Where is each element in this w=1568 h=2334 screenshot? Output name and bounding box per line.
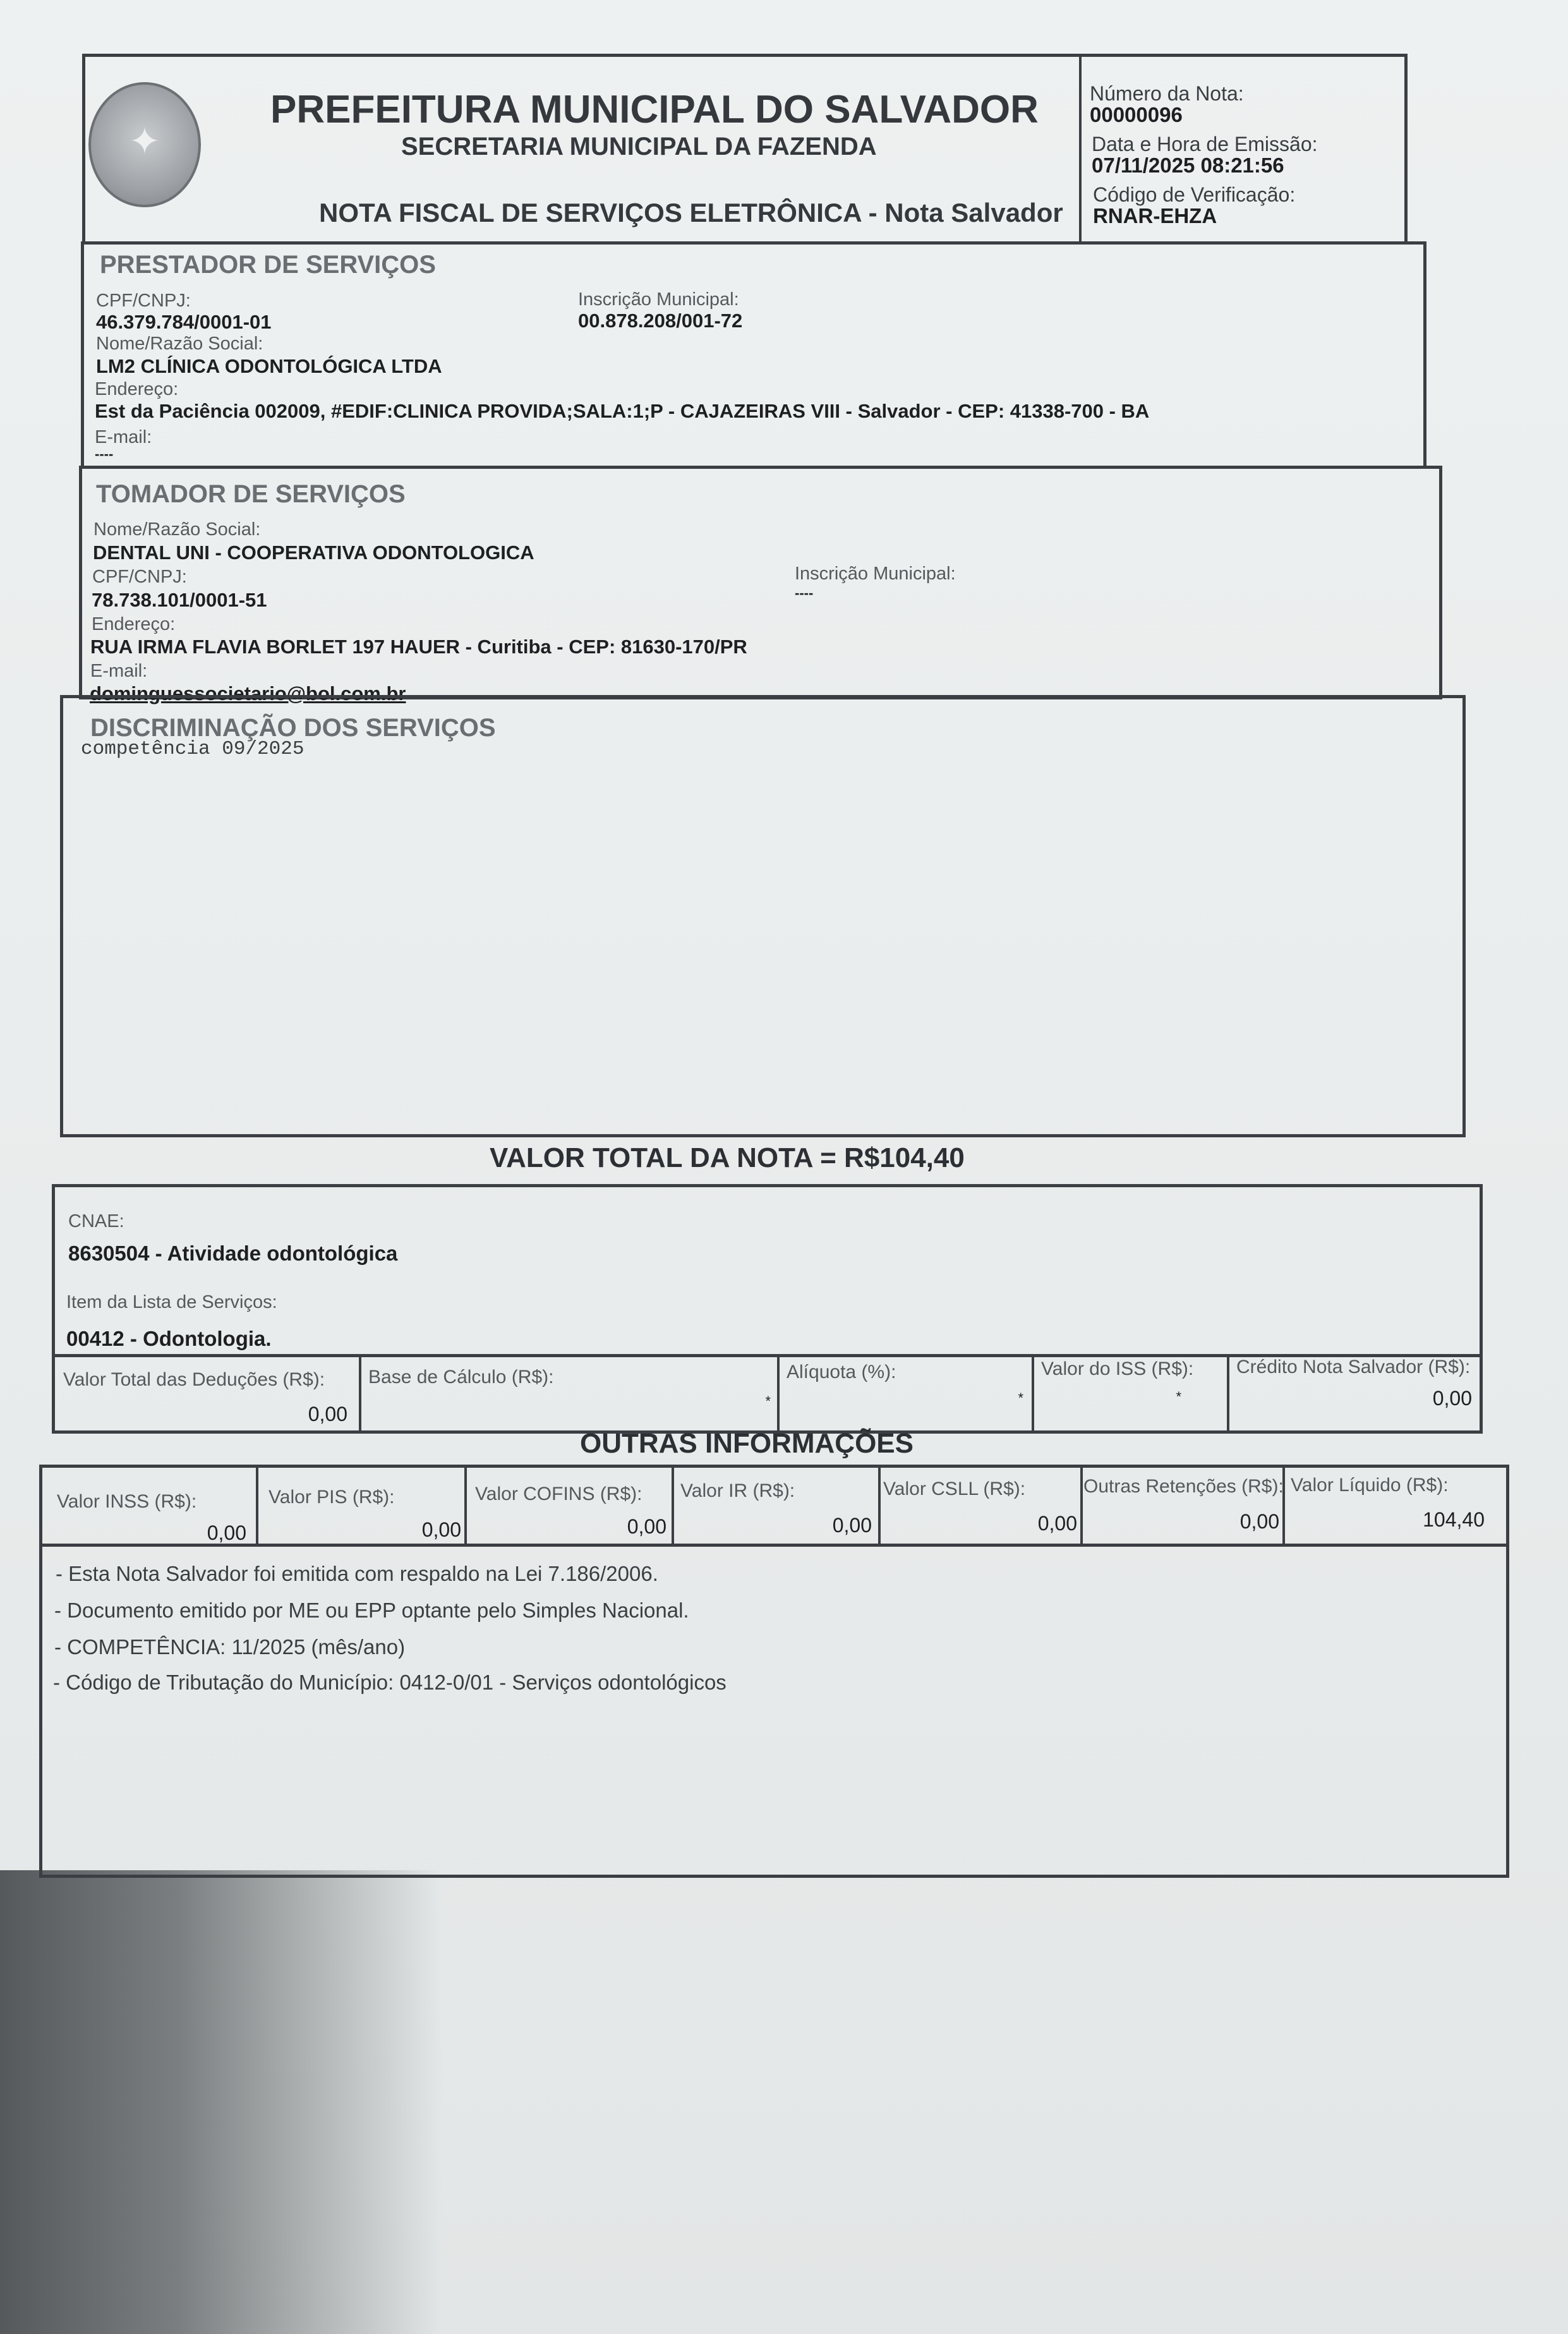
valor-inss-label: Valor INSS (R$): [57,1491,197,1512]
nota-info-line: - Documento emitido por ME ou EPP optante pelo Simples Nacional. [54,1599,689,1622]
nota-info-line: - COMPETÊNCIA: 11/2025 (mês/ano) [54,1635,406,1659]
codigo-value: RNAR-EHZA [1093,204,1217,227]
valor-pis-value: 0,00 [421,1518,461,1541]
tomador-inscricao-value: ---- [795,585,814,601]
tomador-nome-value: DENTAL UNI - COOPERATIVA ODONTOLOGICA [93,541,534,564]
valor-pis-label: Valor PIS (R$): [268,1487,395,1508]
numero-label: Número da Nota: [1090,82,1244,105]
tomador-inscricao-label: Inscrição Municipal: [795,564,956,584]
nota-info-line: - Esta Nota Salvador foi emitida com respaldo na Lei 7.186/2006. [56,1562,658,1585]
municipal-coat-of-arms-icon: ✦ [88,82,201,207]
prestador-title: PRESTADOR DE SERVIÇOS [100,251,436,279]
prestador-email-value: ---- [95,446,114,462]
prestador-inscricao-value: 00.878.208/001-72 [578,310,743,332]
deducoes-value: 0,00 [308,1403,347,1425]
outras-divider-1 [256,1466,258,1544]
item-lista-label: Item da Lista de Serviços: [66,1292,277,1312]
outras-divider-5 [1080,1466,1083,1544]
page-subtitle: SECRETARIA MUNICIPAL DA FAZENDA [401,133,877,160]
outras-divider-3 [672,1466,674,1544]
tomador-endereco-label: Endereço: [92,614,176,634]
document-type: NOTA FISCAL DE SERVIÇOS ELETRÔNICA - Nota Salvador [319,198,1063,227]
outras-values-line [41,1544,1508,1547]
aliquota-label: Alíquota (%): [787,1362,896,1382]
prestador-email-label: E-mail: [95,427,152,447]
cnae-label: CNAE: [68,1211,124,1231]
header-divider [1079,56,1082,243]
item-lista-value: 00412 - Odontologia. [66,1327,272,1350]
outras-divider-2 [464,1466,467,1544]
tomador-email-label: E-mail: [90,661,148,681]
prestador-endereco-value: Est da Paciência 002009, #EDIF:CLINICA PROVIDA;SALA:1;P - CAJAZEIRAS VIII - Salvador - CEP: 41338-700 - BA [95,400,1150,422]
tributos-divider-4 [1227,1356,1229,1430]
discriminacao-text: competência 09/2025 [81,738,305,760]
deducoes-label: Valor Total das Deduções (R$): [63,1369,325,1390]
outras-divider-4 [878,1466,881,1544]
nota-info-line: - Código de Tributação do Município: 0412-0/01 - Serviços odontológicos [53,1671,727,1694]
tributos-divider-3 [1032,1356,1034,1430]
outras-informacoes-title: OUTRAS INFORMAÇÕES [580,1428,914,1459]
valor-iss-label: Valor do ISS (R$): [1041,1358,1194,1379]
prestador-nome-label: Nome/Razão Social: [96,334,263,354]
credito-nota-value: 0,00 [1432,1387,1472,1410]
valor-liquido-label: Valor Líquido (R$): [1291,1475,1449,1496]
valor-inss-value: 0,00 [207,1521,246,1544]
prestador-endereco-label: Endereço: [95,379,179,399]
emissao-value: 07/11/2025 08:21:56 [1092,154,1284,177]
aliquota-value: * [1018,1390,1023,1406]
valor-cofins-label: Valor COFINS (R$): [475,1484,642,1504]
codigo-label: Código de Verificação: [1093,183,1296,206]
valor-ir-value: 0,00 [832,1514,872,1537]
outras-retencoes-label: Outras Retenções (R$): [1083,1476,1284,1497]
tomador-cpf-label: CPF/CNPJ: [92,567,187,587]
valor-cofins-value: 0,00 [627,1515,666,1538]
outras-retencoes-value: 0,00 [1239,1510,1279,1533]
cnae-value: 8630504 - Atividade odontológica [68,1242,398,1265]
tributos-divider-2 [777,1356,780,1430]
valor-csll-value: 0,00 [1037,1512,1077,1535]
tributos-divider-1 [359,1356,361,1430]
base-calculo-value: * [765,1393,771,1409]
tomador-nome-label: Nome/Razão Social: [93,519,261,540]
table-shadow [0,1870,442,2334]
valor-csll-label: Valor CSLL (R$): [883,1478,1026,1499]
prestador-inscricao-label: Inscrição Municipal: [578,289,739,310]
credito-nota-label: Crédito Nota Salvador (R$): [1236,1357,1471,1377]
emissao-label: Data e Hora de Emissão: [1092,133,1318,155]
page-title: PREFEITURA MUNICIPAL DO SALVADOR [270,88,1039,131]
discriminacao-box [60,695,1466,1137]
prestador-nome-value: LM2 CLÍNICA ODONTOLÓGICA LTDA [96,355,442,377]
prestador-cpf-label: CPF/CNPJ: [96,291,191,311]
prestador-cpf-value: 46.379.784/0001-01 [96,311,272,333]
tomador-cpf-value: 78.738.101/0001-51 [92,589,267,611]
base-calculo-label: Base de Cálculo (R$): [368,1367,554,1388]
tomador-title: TOMADOR DE SERVIÇOS [96,480,406,508]
valor-liquido-value: 104,40 [1423,1508,1485,1531]
numero-value: 00000096 [1090,103,1183,126]
discriminacao-title: DISCRIMINAÇÃO DOS SERVIÇOS [90,714,496,742]
tomador-endereco-value: RUA IRMA FLAVIA BORLET 197 HAUER - Curitiba - CEP: 81630-170/PR [90,636,747,658]
valor-total: VALOR TOTAL DA NOTA = R$104,40 [490,1142,965,1173]
valor-ir-label: Valor IR (R$): [680,1480,795,1501]
valor-iss-value: * [1176,1389,1181,1405]
tomador-email-value: dominguessocietario@bol.com.br [90,682,406,704]
